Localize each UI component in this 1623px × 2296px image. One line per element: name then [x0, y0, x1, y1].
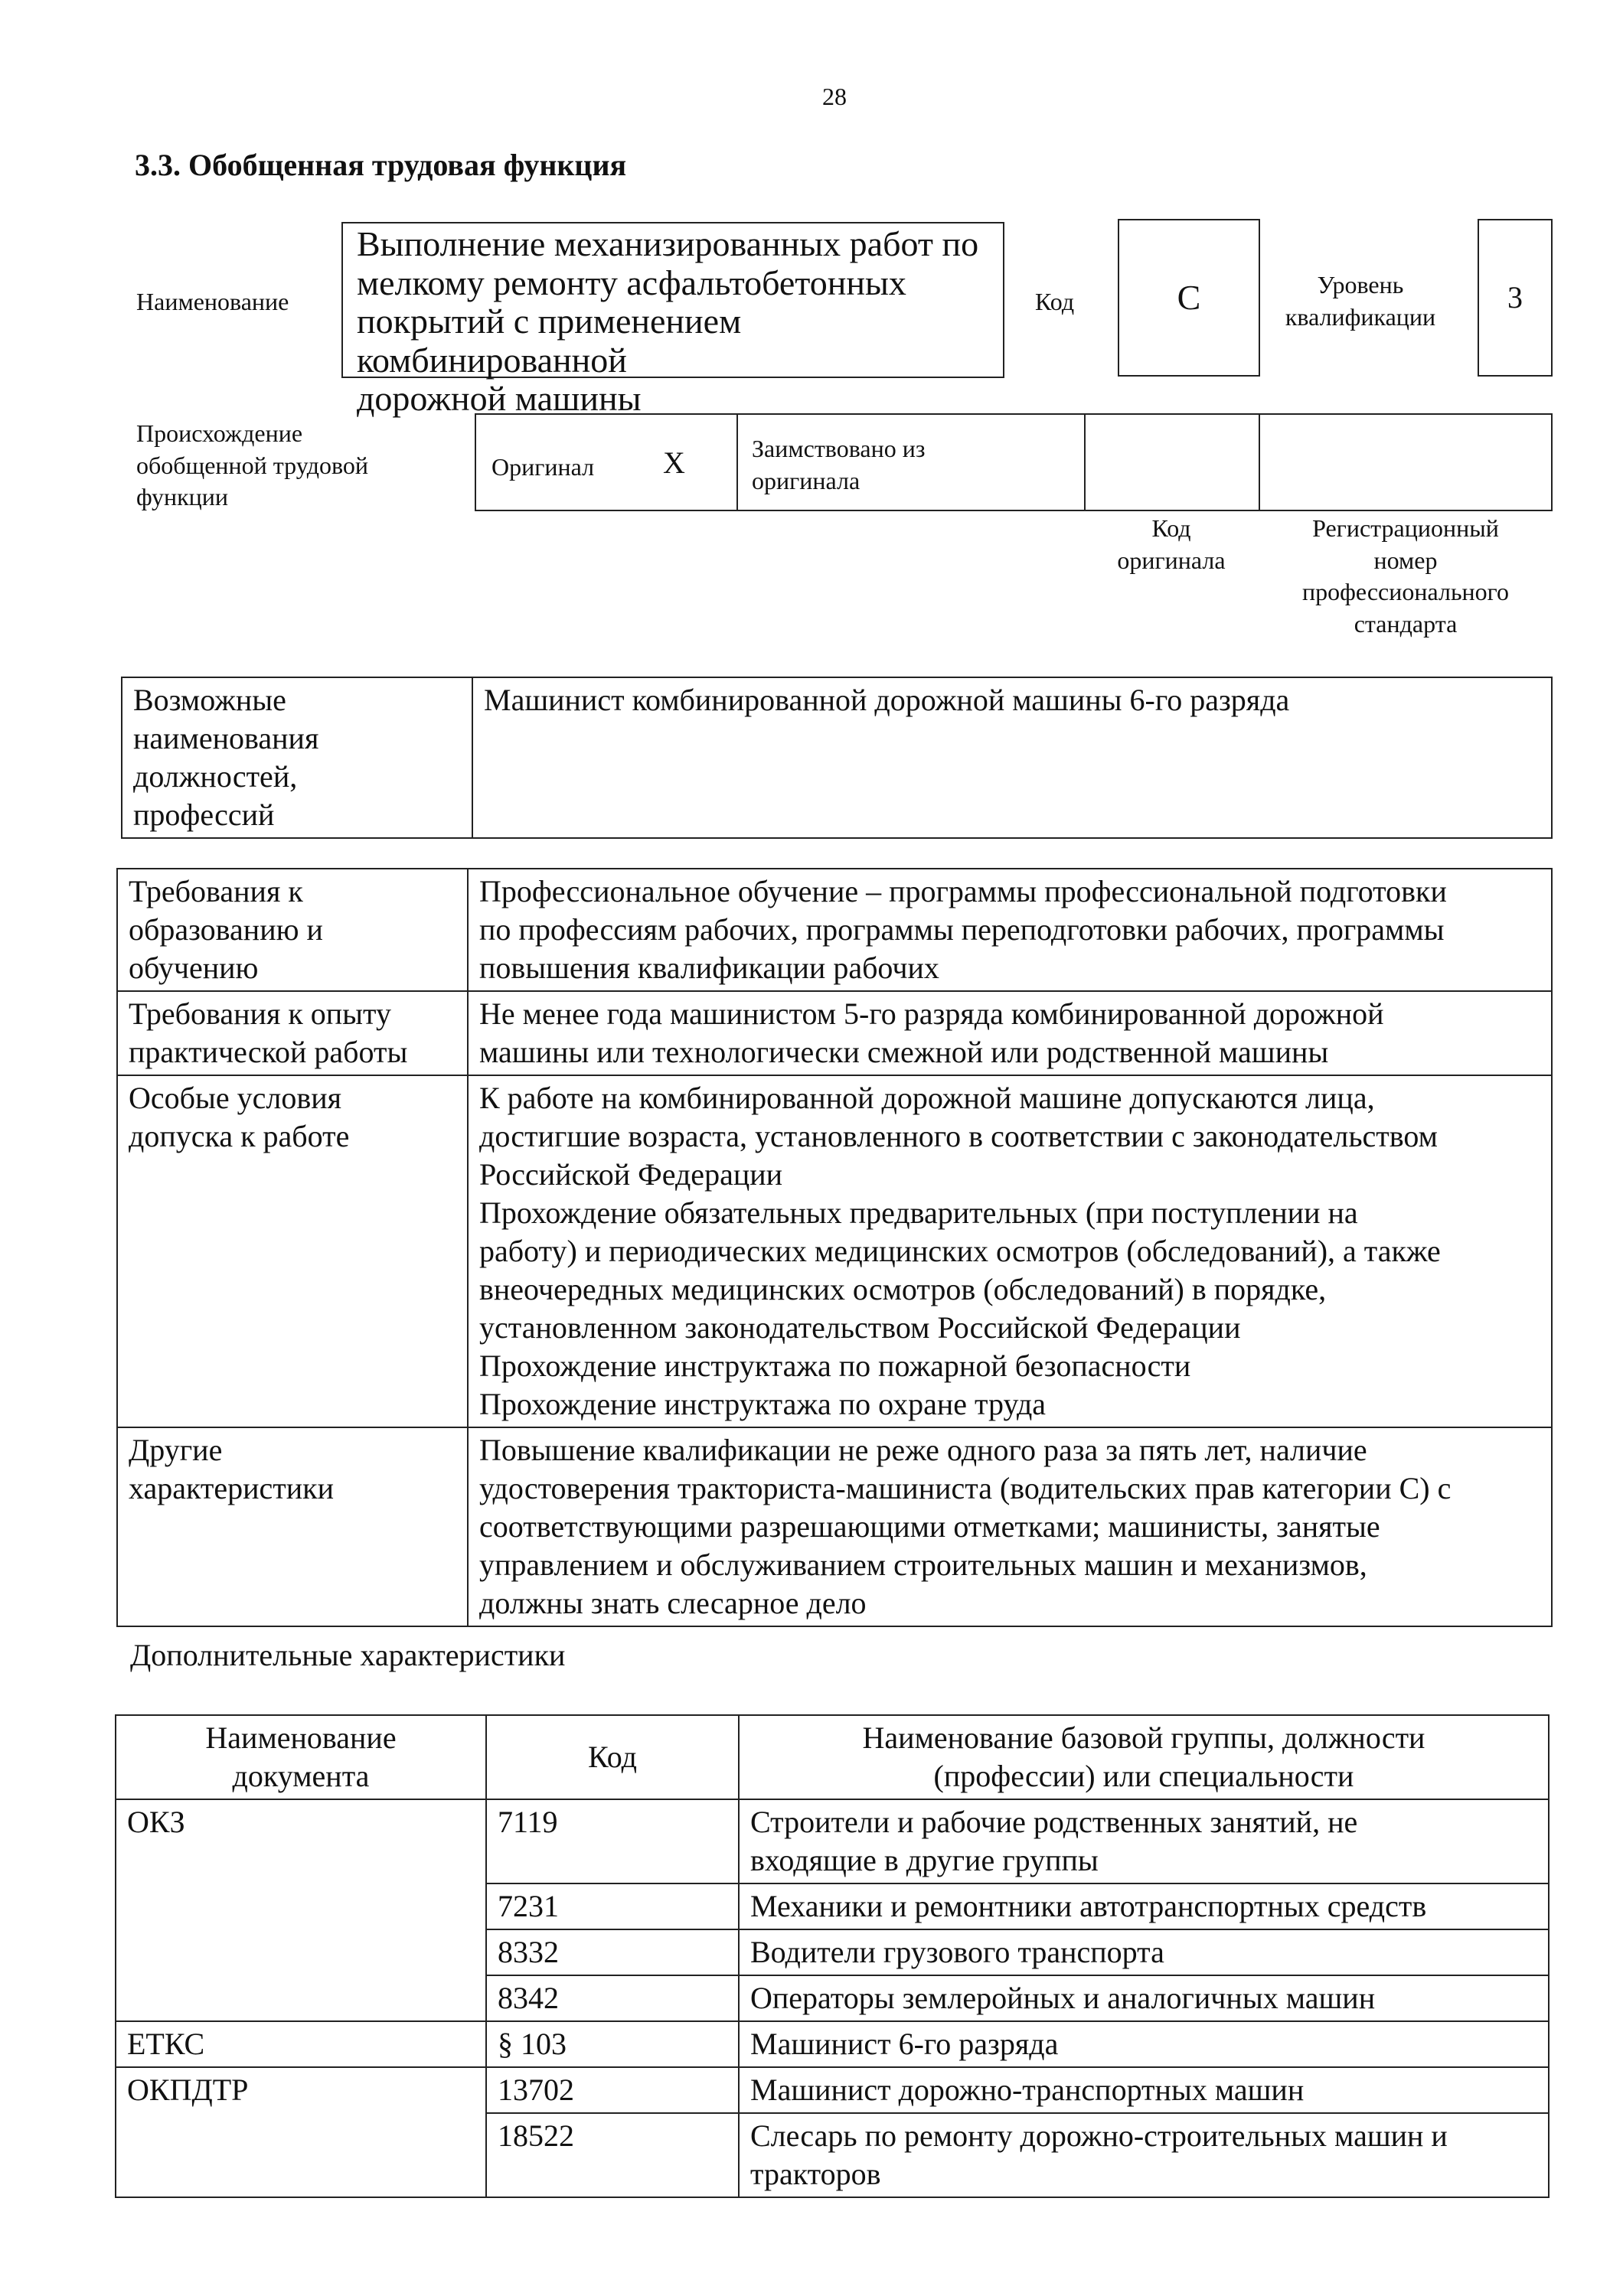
name-cell-line: Машинист 6-го разряда: [750, 2027, 1059, 2061]
requirement-value-line: Повышение квалификации не реже одного раза за пять лет, наличие: [479, 1433, 1367, 1467]
code-cell: § 103: [486, 2021, 739, 2067]
name-label: Наименование: [136, 288, 289, 315]
table-row: [116, 1883, 1549, 1929]
doc-cell: [116, 1929, 486, 1975]
borrowed-label-line: оригинала: [752, 466, 860, 494]
name-cell: [739, 1883, 1549, 1929]
requirement-label-line: Требования к: [129, 874, 303, 908]
doc-cell: ОКЗ: [116, 1799, 486, 1883]
name-cell: [739, 2113, 1549, 2197]
positions-label-line: Возможные: [133, 683, 286, 717]
name-cell-line: Машинист дорожно-транспортных машин: [750, 2073, 1305, 2107]
code-caption-line: Код: [1151, 514, 1191, 542]
function-name-line: дорожной машины: [357, 379, 642, 419]
requirement-value-line: Прохождение обязательных предварительных (при поступлении на: [479, 1195, 1358, 1230]
code-value-box: [1118, 219, 1260, 377]
requirement-value: [468, 991, 1552, 1075]
requirement-value-line: соответствующими разрешающими отметками; машинисты, занятые: [479, 1509, 1380, 1544]
header-doc-line: Наименование: [205, 1720, 397, 1755]
header-code: Код: [486, 1715, 739, 1799]
header-name-line: (профессии) или специальности: [933, 1759, 1354, 1793]
level-value: 3: [1507, 280, 1523, 315]
requirement-value: [468, 1075, 1552, 1427]
function-name-line: Выполнение механизированных работ по: [357, 224, 979, 263]
code-cell: 18522: [486, 2113, 739, 2197]
requirement-value-line: должны знать слесарное дело: [479, 1586, 867, 1620]
function-name-line: мелкому ремонту асфальтобетонных: [357, 263, 906, 302]
doc-cell: ЕТКС: [116, 2021, 486, 2067]
table-row: [116, 2067, 1549, 2113]
name-cell-line: тракторов: [750, 2157, 881, 2191]
requirement-value-line: Прохождение инструктажа по пожарной безопасности: [479, 1349, 1191, 1383]
positions-label-line: профессий: [133, 797, 275, 832]
name-cell-line: Водители грузового транспорта: [750, 1935, 1164, 1969]
positions-label-line: должностей,: [133, 759, 298, 794]
level-label-line: Уровень: [1317, 271, 1404, 298]
origin-divider: [1259, 413, 1260, 511]
origin-divider: [1084, 413, 1086, 511]
section-title: 3.3. Обобщенная трудовая функция: [135, 148, 627, 182]
requirement-row: [117, 1427, 1552, 1626]
name-cell-line: входящие в другие группы: [750, 1843, 1099, 1877]
code-caption-line: оригинала: [1117, 546, 1226, 574]
requirement-label-line: образованию и: [129, 912, 323, 947]
reg-caption: [1259, 513, 1553, 640]
code-label: Код: [1035, 288, 1075, 315]
requirement-value-line: К работе на комбинированной дорожной машине допускаются лица,: [479, 1081, 1375, 1115]
header-name: [739, 1715, 1549, 1799]
reg-caption-line: стандарта: [1354, 609, 1458, 638]
name-cell: [739, 2067, 1549, 2113]
code-cell: 13702: [486, 2067, 739, 2113]
requirement-value-line: удостоверения тракториста-машиниста (водительских прав категории С) с: [479, 1471, 1452, 1505]
requirement-value-line: Российской Федерации: [479, 1157, 783, 1192]
requirement-label-line: характеристики: [129, 1471, 335, 1505]
requirement-value-line: достигшие возраста, установленного в соответствии с законодательством: [479, 1119, 1438, 1153]
requirement-label-line: допуска к работе: [129, 1119, 350, 1153]
requirement-value-line: установленном законодательством Российской Федерации: [479, 1310, 1241, 1345]
origin-label-line: обобщенной трудовой: [136, 451, 369, 479]
level-label-line: квалификации: [1285, 302, 1436, 331]
requirement-value-line: Не менее года машинистом 5-го разряда комбинированной дорожной: [479, 996, 1384, 1031]
requirement-value: [468, 1427, 1552, 1626]
name-cell-line: Механики и ремонтники автотранспортных средств: [750, 1889, 1427, 1923]
name-cell-line: Строители и рабочие родственных занятий, не: [750, 1805, 1358, 1839]
code-caption: [1084, 513, 1259, 576]
doc-cell: ОКПДТР: [116, 2067, 486, 2113]
requirement-value-line: Прохождение инструктажа по охране труда: [479, 1387, 1047, 1421]
name-cell-line: Слесарь по ремонту дорожно-строительных машин и: [750, 2118, 1448, 2153]
code-cell: 8342: [486, 1975, 739, 2021]
borrowed-label: [752, 433, 925, 497]
name-cell: [739, 1975, 1549, 2021]
table-row: [116, 2113, 1549, 2197]
additional-table: [115, 1714, 1550, 2198]
level-label: [1280, 269, 1441, 333]
reg-caption-line: Регистрационный: [1312, 514, 1499, 542]
positions-label: [122, 677, 472, 838]
requirement-label: [117, 991, 468, 1075]
code-cell: 8332: [486, 1929, 739, 1975]
doc-cell: [116, 2113, 486, 2197]
requirement-row: [117, 869, 1552, 991]
name-cell: [739, 2021, 1549, 2067]
requirement-value: [468, 869, 1552, 991]
page-number: 28: [822, 83, 847, 110]
requirement-row: [117, 991, 1552, 1075]
name-cell: [739, 1799, 1549, 1883]
requirement-label: [117, 1427, 468, 1626]
name-cell: [739, 1929, 1549, 1975]
positions-label-line: наименования: [133, 721, 319, 755]
doc-cell: [116, 1975, 486, 2021]
origin-divider: [736, 413, 738, 511]
requirement-label-line: обучению: [129, 951, 259, 985]
requirement-label-line: Особые условия: [129, 1081, 342, 1115]
header-doc-line: документа: [232, 1759, 370, 1793]
code-cell: 7119: [486, 1799, 739, 1883]
positions-table: [121, 677, 1553, 839]
requirement-label-line: практической работы: [129, 1035, 408, 1069]
requirement-value-line: повышения квалификации рабочих: [479, 951, 939, 985]
requirement-value-line: внеочередных медицинских осмотров (обследований) в порядке,: [479, 1272, 1327, 1306]
name-cell-line: Операторы землеройных и аналогичных машин: [750, 1981, 1376, 2015]
code-cell: 7231: [486, 1883, 739, 1929]
origin-box: [475, 413, 1553, 511]
additional-title: Дополнительные характеристики: [130, 1638, 566, 1672]
doc-cell: [116, 1883, 486, 1929]
additional-header-row: [116, 1715, 1549, 1799]
table-row: [116, 1929, 1549, 1975]
reg-caption-line: номер: [1373, 546, 1438, 574]
requirement-label: [117, 869, 468, 991]
function-name-box: [341, 222, 1004, 419]
reg-caption-line: профессионального: [1301, 578, 1509, 606]
requirement-row: [117, 1075, 1552, 1427]
requirements-table: [116, 868, 1553, 1627]
borrowed-label-line: Заимствовано из: [752, 435, 926, 462]
positions-value: Машинист комбинированной дорожной машины 6-го разряда: [472, 677, 1552, 838]
original-label: Оригинал: [491, 453, 595, 481]
header-name-line: Наименование базовой группы, должности: [862, 1720, 1425, 1755]
requirement-label: [117, 1075, 468, 1427]
table-row: [116, 1975, 1549, 2021]
requirement-value-line: по профессиям рабочих, программы переподготовки рабочих, программы: [479, 912, 1445, 947]
origin-label-line: Происхождение: [136, 419, 303, 447]
table-row: [116, 2021, 1549, 2067]
function-name-line: покрытий с применением комбинированной: [357, 302, 742, 380]
requirement-value-line: управлением и обслуживанием строительных машин и механизмов,: [479, 1548, 1367, 1582]
origin-label: [136, 418, 368, 514]
table-row: [116, 1799, 1549, 1883]
requirement-value-line: машины или технологически смежной или родственной машины: [479, 1035, 1329, 1069]
requirement-value-line: Профессиональное обучение – программы профессиональной подготовки: [479, 874, 1447, 908]
original-mark: X: [663, 445, 685, 480]
level-value-box: [1478, 219, 1553, 377]
origin-label-line: функции: [136, 483, 228, 511]
requirement-value-line: работу) и периодических медицинских осмотров (обследований), а также: [479, 1234, 1441, 1268]
code-value: С: [1177, 277, 1201, 317]
header-doc: [116, 1715, 486, 1799]
requirement-label-line: Другие: [129, 1433, 223, 1467]
requirement-label-line: Требования к опыту: [129, 996, 392, 1031]
